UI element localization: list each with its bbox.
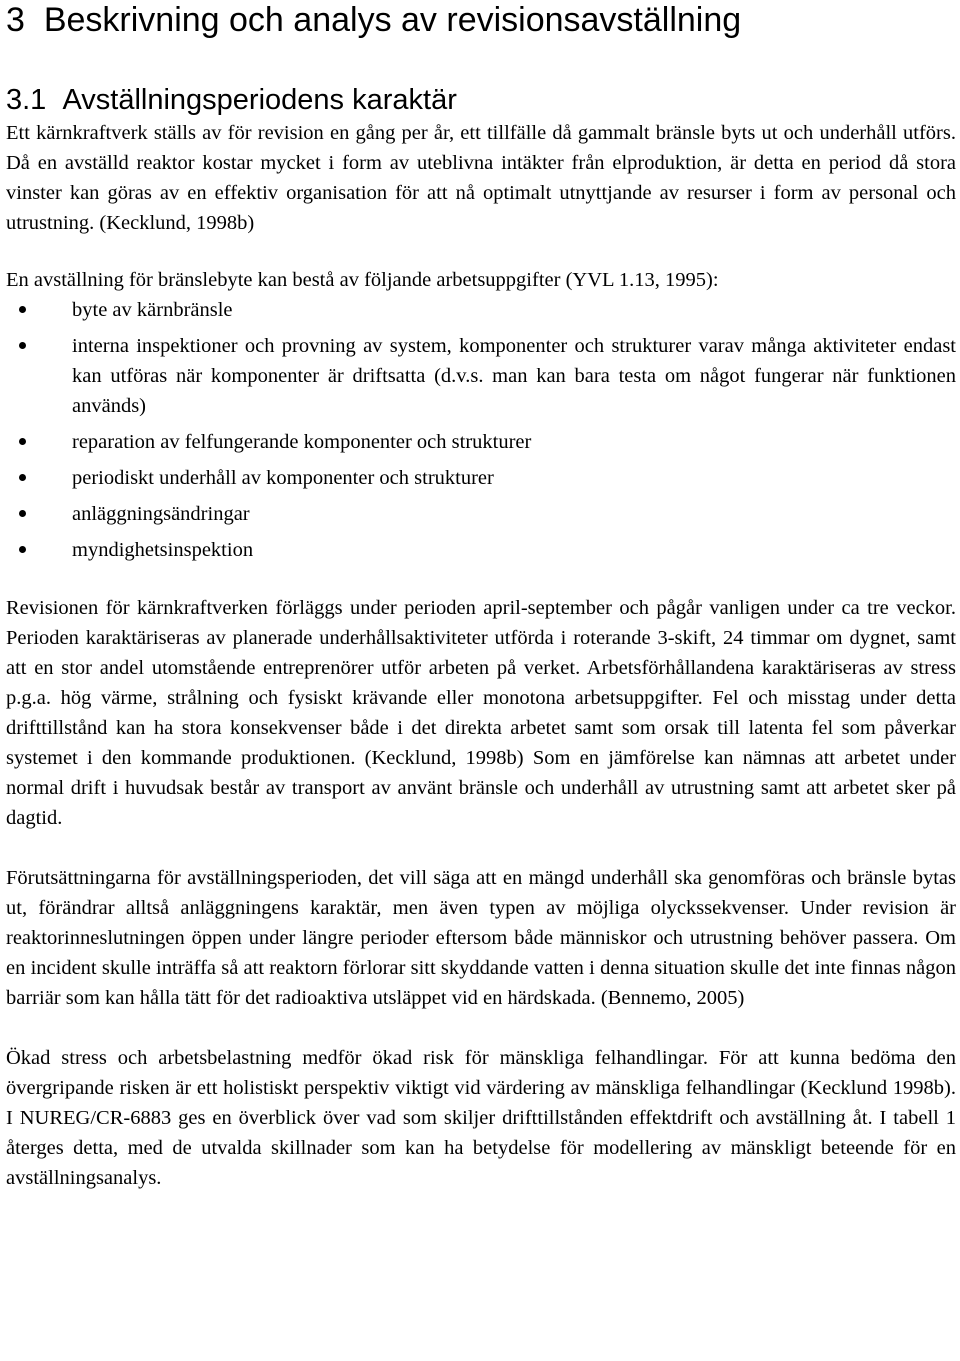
document-page <box>6 0 956 1193</box>
body-paragraph-conditions: Förutsättningarna för avställningsperioden, det vill säga att en mängd underhåll ska genomföras och bränsle bytas ut, förändrar alltså anläggningens karaktär, men även typen av möjliga olyckssekvenser. Under revision är reaktorinneslutningen öppen under längre perioder eftersom både människor och utrustning behöver passera. Om en incident skulle inträffa så att reaktorn förlorar sitt skyddande vatten i denna situation skulle det inte finnas någon barriär som kan hålla tätt för det radioaktiva utsläppet vid en härdskada. (Bennemo, 2005) <box>6 867 956 1009</box>
bullet-icon <box>19 438 26 445</box>
bullet-icon <box>19 546 26 553</box>
list-item-text: myndighetsinspektion <box>72 539 254 561</box>
bullet-icon <box>19 342 26 349</box>
task-list <box>6 295 956 565</box>
body-paragraph-human-error: Ökad stress och arbetsbelastning medför ökad risk för mänskliga felhandlingar. För att kunna bedöma den övergripande risken är ett holistiskt perspektiv viktigt vid värdering av mänskliga felhandlingar (Kecklund 1998b). I NUREG/CR-6883 ges en överblick över vad som skiljer drifttillstånden effektdrift och avställning åt. I tabell 1 återges detta, med de utvalda skillnader som kan ha betydelse för modellering av mänskligt beteende för en avställningsanalys. <box>6 1047 956 1189</box>
bullet-icon <box>19 474 26 481</box>
section-title: Avställningsperiodens karaktär <box>62 84 457 116</box>
list-item-text: reparation av felfungerande komponenter och strukturer <box>72 431 532 453</box>
chapter-number: 3 <box>6 1 25 39</box>
chapter-title: Beskrivning och analys av revisionsavställning <box>43 1 742 39</box>
body-paragraph-revision-period: Revisionen för kärnkraftverken förläggs under perioden april-september och pågår vanligen under ca tre veckor. Perioden karaktäriseras av planerade underhållsaktiviteter utförda i roterande 3-skift, 24 timmar om dygnet, samt att en stor andel utomstående entreprenörer utför arbeten på verket. Arbetsförhållandena karaktäriseras av stress p.g.a. hög värme, strålning och fysiskt krävande eller monotona arbetsuppgifter. Fel och misstag under detta drifttillstånd kan ha stora konsekvenser både i det direkta arbetet samt som orsak till latenta fel som påverkar systemet i den kommande produktionen. (Kecklund, 1998b) Som en jämförelse kan nämnas att arbetet under normal drift i huvudsak består av transport av använt bränsle och underhåll av utrustning samt att arbetet sker på dagtid. <box>6 597 956 829</box>
chapter-heading <box>6 0 956 40</box>
bullet-icon <box>19 510 26 517</box>
list-item <box>6 331 956 421</box>
list-item <box>6 295 956 325</box>
section-number: 3.1 <box>6 84 47 116</box>
section-heading <box>6 83 956 117</box>
intro-paragraph: Ett kärnkraftverk ställs av för revision en gång per år, ett tillfälle då gammalt bränsle byts ut och underhåll utförs. Då en avställd reaktor kostar mycket i form av uteblivna intäkter från elproduktion, är detta en period då stora vinster kan göras av en effektiv organisation för att nå optimalt utnyttjande av resurser i form av personal och utrustning. (Kecklund, 1998b) <box>6 122 956 234</box>
list-item-text: periodiskt underhåll av komponenter och strukturer <box>72 467 494 489</box>
list-item <box>6 427 956 457</box>
list-item-text: byte av kärnbränsle <box>72 299 233 321</box>
list-item-text: anläggningsändringar <box>72 503 250 525</box>
list-item <box>6 463 956 493</box>
bullet-icon <box>19 306 26 313</box>
list-item <box>6 499 956 529</box>
list-item <box>6 535 956 565</box>
list-item-text: interna inspektioner och provning av system, komponenter och strukturer varav många aktiviteter endast kan utföras när komponenter är driftsatta (d.v.s. man kan bara testa om något fungerar när funktionen används) <box>72 335 956 417</box>
task-list-lead: En avställning för bränslebyte kan bestå av följande arbetsuppgifter (YVL 1.13, 1995): <box>6 269 719 291</box>
